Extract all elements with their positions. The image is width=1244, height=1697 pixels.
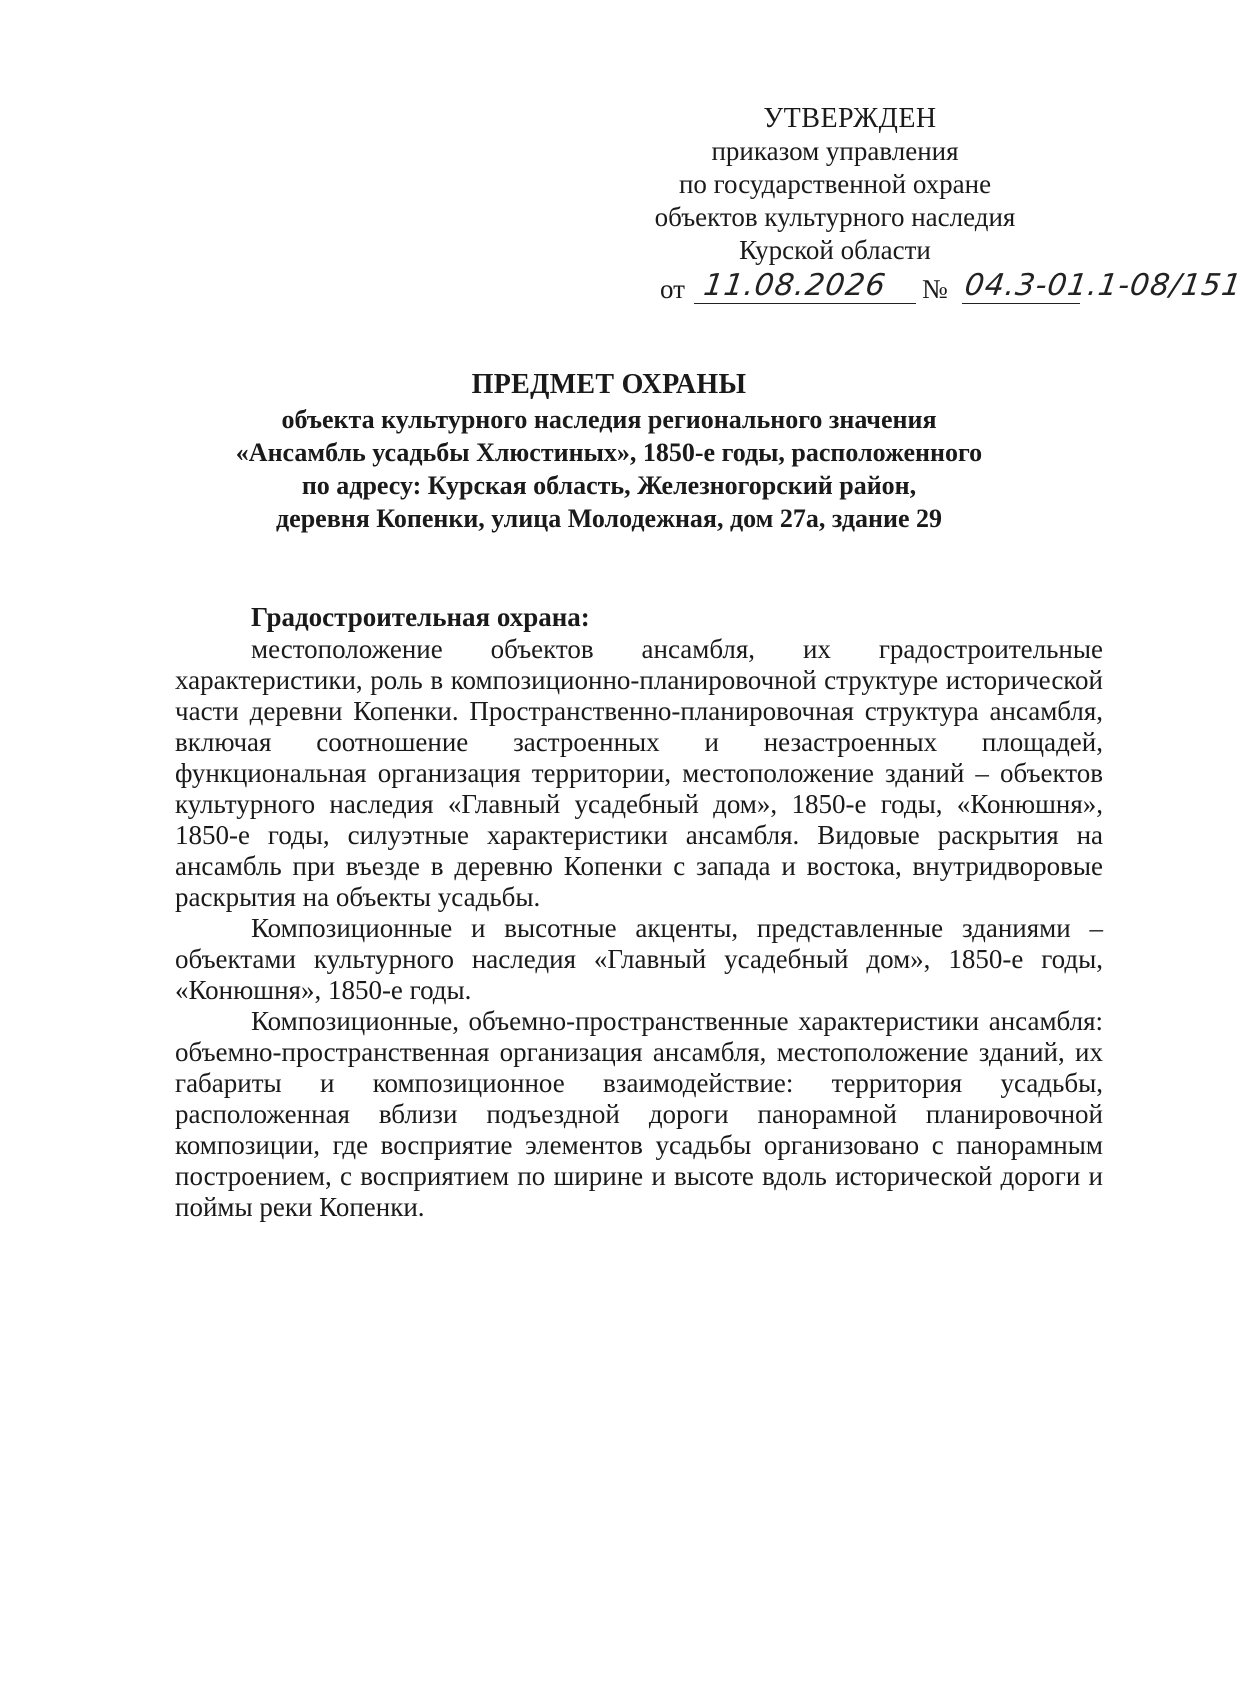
document-title xyxy=(175,368,1043,535)
title-main: ПРЕДМЕТ ОХРАНЫ xyxy=(471,369,747,400)
title-line: объекта культурного наследия регионального значения xyxy=(281,405,937,434)
number-underline xyxy=(962,303,1080,304)
approval-line: приказом управления xyxy=(711,136,959,166)
approval-heading: УТВЕРЖДЕН xyxy=(763,103,937,134)
handwritten-order-number: 04.3-01.1-08/151 xyxy=(962,268,1244,303)
body-paragraph: местоположение объектов ансамбля, их градостроительные характеристики, роль в композиционно-планировочной структуре исторической части деревни Копенки. Пространственно-планировочная структура ансамбля, включая соотношение застроенных и незастроенных площадей, функциональная организация территории, местоположение зданий – объектов культурного наследия «Главный усадебный дом», 1850-е годы, «Конюшня», 1850-е годы, силуэтные характеристики ансамбля. Видовые раскрытия на ансамбль при въезде в деревню Копенки с запада и востока, внутридворовые раскрытия на объекты усадьбы. xyxy=(175,634,1103,912)
title-line: по адресу: Курская область, Железногорский район, xyxy=(301,471,917,500)
body-paragraph: Композиционные и высотные акценты, представленные зданиями – объектами культурного наследия «Главный усадебный дом», 1850-е годы, «Конюшня», 1850-е годы. xyxy=(175,913,1103,1005)
handwritten-date: 11.08.2026 xyxy=(701,268,889,303)
body-paragraph: Композиционные, объемно-пространственные характеристики ансамбля: объемно-пространственная организация ансамбля, местоположение зданий, их габариты и композиционное взаимодействие: территория усадьбы, расположенная вблизи подъездной дороги панорамной планировочной композиции, где восприятие элементов усадьбы организовано с панорамным построением, с восприятием по ширине и высоте вдоль исторической дороги и поймы реки Копенки. xyxy=(175,1006,1103,1222)
from-label: от xyxy=(660,274,685,304)
order-date-number xyxy=(660,262,1244,310)
document-body xyxy=(175,602,1103,1223)
title-line: деревня Копенки, улица Молодежная, дом 27а, здание 29 xyxy=(276,504,942,533)
approval-line: объектов культурного наследия xyxy=(654,202,1016,232)
date-underline xyxy=(694,303,916,304)
section-heading: Градостроительная охрана: xyxy=(251,602,590,632)
number-label: № xyxy=(922,274,948,304)
title-line: «Ансамбль усадьбы Хлюстиных», 1850-е годы, расположенного xyxy=(235,438,983,467)
approval-line: Курской области xyxy=(739,235,931,265)
approval-line: по государственной охране xyxy=(678,169,992,199)
approval-block xyxy=(600,102,1070,267)
